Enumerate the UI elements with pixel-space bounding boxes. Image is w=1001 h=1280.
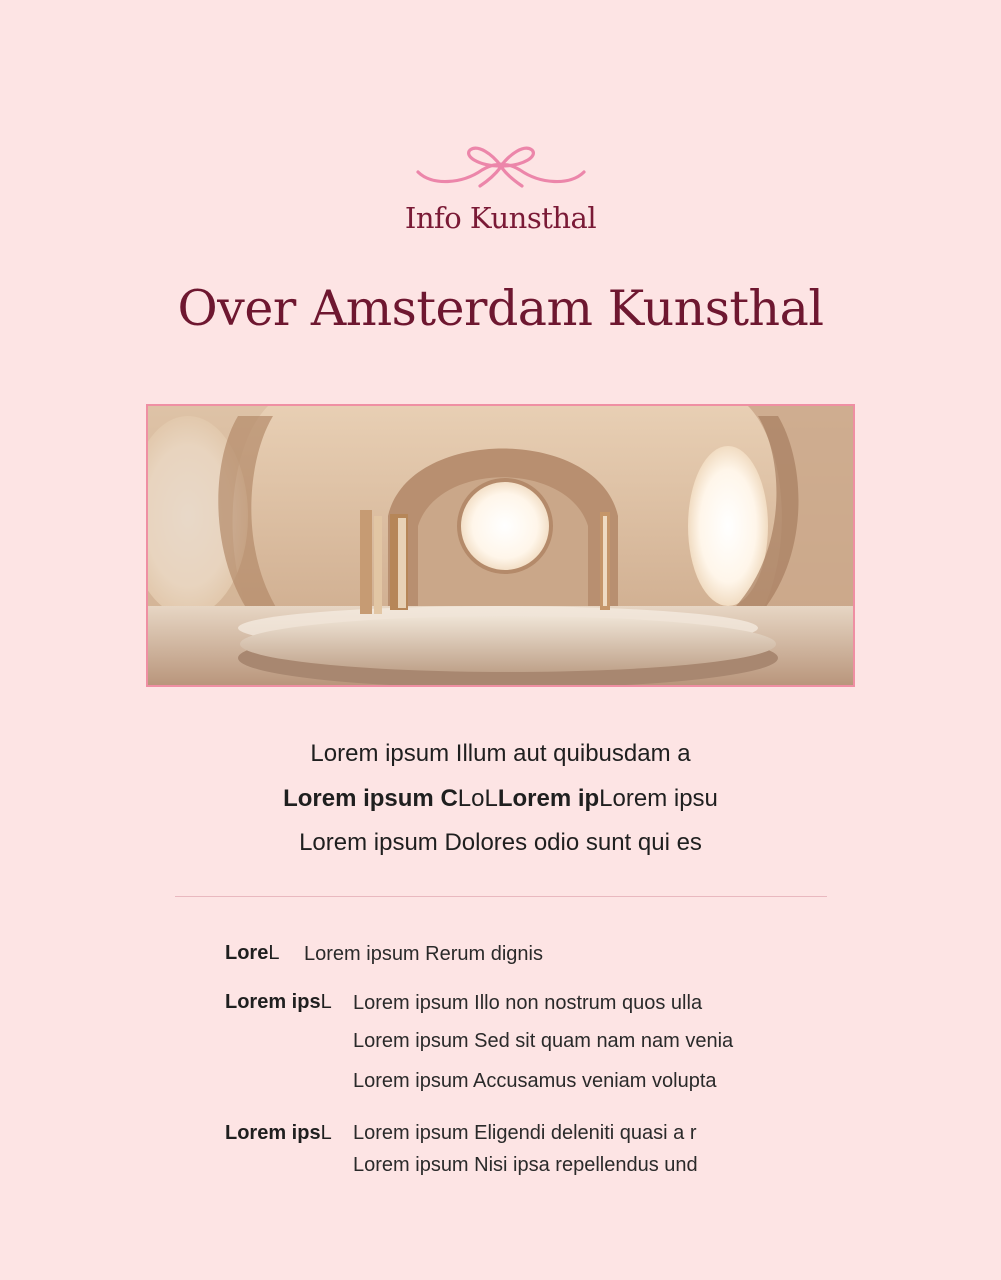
intro-line-1: Lorem ipsum Illum aut quibusdam a xyxy=(310,740,691,767)
intro-line-2-bold-b: Lorem ip xyxy=(497,784,600,812)
detail-label-2 xyxy=(225,991,332,1014)
detail-label-1 xyxy=(225,942,279,965)
detail-label-2-regular: L xyxy=(320,991,332,1013)
hero-image xyxy=(146,404,855,687)
intro-text xyxy=(0,732,1001,866)
detail-value: Lorem ipsum Sed sit quam nam nam venia xyxy=(353,1030,734,1052)
detail-label-3-regular: L xyxy=(320,1122,332,1144)
gallery-interior-image xyxy=(148,406,853,685)
detail-label-1-bold: Lore xyxy=(225,942,269,964)
detail-value: Lorem ipsum Accusamus veniam volupta xyxy=(353,1070,717,1092)
intro-line-3: Lorem ipsum Dolores odio sunt qui es xyxy=(299,829,702,856)
page-subtitle: Info Kunsthal xyxy=(404,201,597,235)
detail-value: Lorem ipsum Eligendi deleniti quasi a r xyxy=(353,1122,697,1144)
intro-line-2-regular-a: LoL xyxy=(457,784,498,812)
detail-value: Lorem ipsum Rerum dignis xyxy=(304,943,543,965)
detail-label-3-bold: Lorem ips xyxy=(225,1122,321,1144)
detail-value: Lorem ipsum Nisi ipsa repellendus und xyxy=(353,1154,698,1176)
detail-label-2-bold: Lorem ips xyxy=(225,991,321,1013)
intro-line-2-bold-a: Lorem ipsum C xyxy=(283,784,458,812)
bow-ribbon-icon xyxy=(412,142,590,194)
intro-line-2-regular-b: Lorem ipsu xyxy=(599,784,718,812)
page-title: Over Amsterdam Kunsthal xyxy=(177,280,824,337)
detail-label-1-regular: L xyxy=(268,942,280,964)
detail-value: Lorem ipsum Illo non nostrum quos ulla xyxy=(353,992,703,1014)
section-divider xyxy=(175,896,827,897)
detail-label-3 xyxy=(225,1122,332,1145)
intro-line-2 xyxy=(0,777,1001,822)
